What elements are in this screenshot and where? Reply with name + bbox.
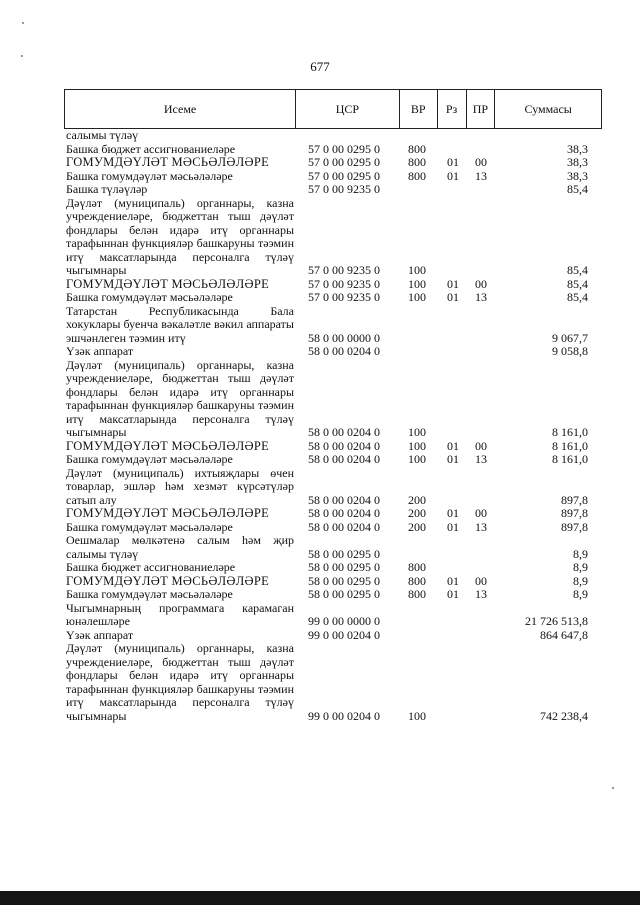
header-rz: Рз [438,90,467,128]
row-vr: 100 [408,425,426,439]
row-csr: 57 0 00 9235 0 [308,182,380,196]
row-name: Башка гомумдәүләт мәсьәләләре [66,290,233,304]
row-rz: 01 [447,276,459,291]
row-name: Дәүләт (муниципаль) органнары, казна учреждениеләре, бюджеттан тыш дәүләт фондлары белән идарә итү органнары тарафыннан функцияләр башкаруны тәэмин итү максатларында персоналга түләү чыгымнары [66,641,294,723]
row-name: ГОМУМДӘҮЛӘТ МӘСЬӘЛӘЛӘРЕ [66,155,270,169]
row-name: Татарстан Республикасында Бала хокуклары буенча вәкаләтле вәкил аппараты эшчәнлеген тәэмин итү [66,303,294,345]
row-csr: 57 0 00 9235 0 [308,263,380,277]
row-sum: 9 067,7 [552,330,588,345]
row-rz: 01 [447,168,459,183]
row-csr: 99 0 00 0204 0 [308,708,380,723]
table-row [66,534,602,561]
table-row [66,588,602,602]
row-pr: 13 [475,587,487,601]
row-csr: 99 0 00 0000 0 [308,614,380,628]
row-name: Башка бюджет ассигнованиеләре [66,141,236,156]
table-row [66,197,602,278]
row-vr: 100 [408,708,426,723]
row-rz: 01 [447,587,459,601]
row-pr: 13 [475,452,487,466]
row-sum: 8 161,0 [552,438,588,453]
row-csr: 58 0 00 0295 0 [308,573,380,588]
row-vr: 200 [408,519,426,534]
row-name: Үзәк аппарат [66,627,134,642]
row-csr: 57 0 00 0295 0 [308,155,380,169]
row-vr: 800 [408,155,426,169]
row-pr: 13 [475,168,487,183]
row-name: ГОМУМДӘҮЛӘТ МӘСЬӘЛӘЛӘРЕ [66,573,270,588]
row-name: ГОМУМДӘҮЛӘТ МӘСЬӘЛӘЛӘРЕ [66,276,270,291]
table-row [66,129,602,143]
row-pr: 13 [475,519,487,534]
row-vr: 100 [408,290,426,304]
row-vr: 800 [408,560,426,574]
row-csr: 58 0 00 0000 0 [308,330,380,345]
row-rz: 01 [447,438,459,453]
scan-speck [22,22,24,24]
table-row [66,629,602,643]
row-name: Үзәк аппарат [66,344,134,358]
row-pr: 00 [475,276,487,291]
row-name: Башка гомумдәүләт мәсьәләләре [66,452,233,466]
row-sum: 8,9 [573,587,588,601]
row-sum: 8 161,0 [552,452,588,466]
row-name: Дәүләт (муниципаль) органнары, казна учреждениеләре, бюджеттан тыш дәүләт фондлары белән идарә итү органнары тарафыннан функцияләр башкаруны тәэмин итү максатларында персоналга түләү чыгымнары [66,195,294,277]
row-csr: 57 0 00 0295 0 [308,141,380,156]
table-row [66,642,602,723]
row-sum: 864 647,8 [540,627,588,642]
row-rz: 01 [447,290,459,304]
table-row [66,170,602,184]
row-name: Башка гомумдәүләт мәсьәләләре [66,168,233,183]
table-row [66,278,602,292]
row-csr: 58 0 00 0204 0 [308,506,380,520]
row-sum: 897,8 [561,506,588,520]
row-rz: 01 [447,452,459,466]
row-vr: 800 [408,141,426,156]
row-name: Дәүләт (муниципаль) ихтыяҗлары өчен товарлар, эшләр һәм хезмәт күрсәтүләр сатып алу [66,465,294,507]
row-csr: 58 0 00 0295 0 [308,546,380,561]
table-row [66,440,602,454]
row-sum: 85,4 [567,263,588,277]
row-pr: 00 [475,438,487,453]
table-row [66,143,602,157]
row-pr: 00 [475,155,487,169]
row-name: Башка бюджет ассигнованиеләре [66,560,236,574]
header-pr: ПР [467,90,496,128]
page-number: 677 [310,59,330,74]
table-row [66,291,602,305]
row-vr: 800 [408,573,426,588]
table-row [66,602,602,629]
row-rz: 01 [447,155,459,169]
row-csr: 99 0 00 0204 0 [308,627,380,642]
row-csr: 58 0 00 0204 0 [308,452,380,466]
row-sum: 8,9 [573,560,588,574]
row-vr: 100 [408,438,426,453]
row-sum: 8 161,0 [552,425,588,439]
row-rz: 01 [447,519,459,534]
row-csr: 58 0 00 0295 0 [308,587,380,601]
row-vr: 100 [408,276,426,291]
row-name: Оешмалар мөлкәтенә салым һәм җир салымы түләү [66,533,294,561]
header-name: Исеме [65,90,296,128]
row-sum: 8,9 [573,573,588,588]
scan-speck [612,787,614,789]
row-sum: 38,3 [567,168,588,183]
row-sum: 897,8 [561,519,588,534]
row-vr: 100 [408,263,426,277]
row-csr: 57 0 00 9235 0 [308,290,380,304]
row-csr: 57 0 00 9235 0 [308,276,380,291]
row-vr: 200 [408,492,426,507]
row-sum: 8,9 [573,546,588,561]
row-sum: 21 726 513,8 [525,614,588,628]
row-sum: 9 058,8 [552,344,588,358]
row-name: Дәүләт (муниципаль) органнары, казна учреждениеләре, бюджеттан тыш дәүләт фондлары белән идарә итү органнары тарафыннан функцияләр башкаруны тәэмин итү максатларында персоналга түләү чыгымнары [66,357,294,439]
row-sum: 897,8 [561,492,588,507]
row-name: салымы түләү [66,128,139,142]
header-vr: ВР [400,90,438,128]
scan-speck [21,55,23,57]
table-row [66,359,602,440]
scan-edge [0,891,640,905]
table-header [64,89,602,129]
row-csr: 58 0 00 0204 0 [308,344,380,358]
row-sum: 742 238,4 [540,708,588,723]
table-row [66,156,602,170]
table-row [66,575,602,589]
row-name: Чыгымнарның программага карамаган юнәлешләре [66,600,294,628]
table-row [66,183,602,197]
row-csr: 58 0 00 0204 0 [308,519,380,534]
row-vr: 800 [408,587,426,601]
header-csr: ЦСР [296,90,400,128]
table-row [66,345,602,359]
row-vr: 800 [408,168,426,183]
row-pr: 00 [475,506,487,520]
table-row [66,453,602,467]
row-csr: 57 0 00 0295 0 [308,168,380,183]
header-sum: Суммасы [524,101,572,116]
row-sum: 38,3 [567,141,588,156]
row-csr: 58 0 00 0295 0 [308,560,380,574]
row-name: Башка түләүләр [66,182,148,196]
row-pr: 00 [475,573,487,588]
row-csr: 58 0 00 0204 0 [308,492,380,507]
table-row [66,467,602,508]
row-vr: 100 [408,452,426,466]
row-vr: 200 [408,506,426,520]
row-csr: 58 0 00 0204 0 [308,425,380,439]
table-row [66,507,602,521]
row-name: Башка гомумдәүләт мәсьәләләре [66,587,233,601]
row-pr: 13 [475,290,487,304]
table-body [66,129,602,723]
row-sum: 85,4 [567,276,588,291]
row-sum: 38,3 [567,155,588,169]
row-csr: 58 0 00 0204 0 [308,438,380,453]
row-rz: 01 [447,573,459,588]
table-row [66,561,602,575]
row-name: Башка гомумдәүләт мәсьәләләре [66,519,233,534]
row-rz: 01 [447,506,459,520]
table-row [66,521,602,535]
table-row [66,305,602,346]
row-sum: 85,4 [567,182,588,196]
row-name: ГОМУМДӘҮЛӘТ МӘСЬӘЛӘЛӘРЕ [66,438,270,453]
row-name: ГОМУМДӘҮЛӘТ МӘСЬӘЛӘЛӘРЕ [66,506,270,520]
row-sum: 85,4 [567,290,588,304]
